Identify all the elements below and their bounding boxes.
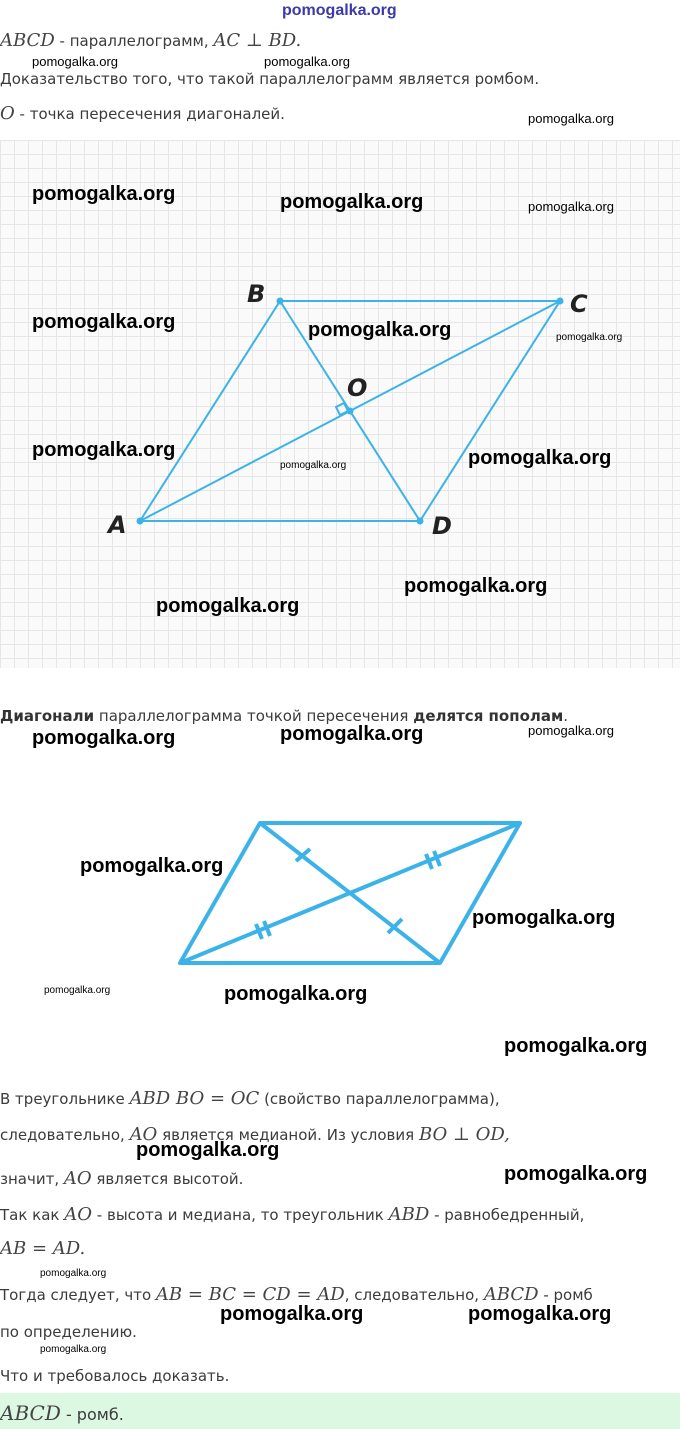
proof-3-text2: является высотой. — [91, 1170, 244, 1188]
math-all-sides-equal: AB = BC = CD = AD — [155, 1284, 345, 1305]
watermark: pomogalka.org — [528, 199, 614, 214]
parallelogram-figure — [0, 140, 680, 668]
watermark: pomogalka.org — [264, 54, 350, 69]
proof-2-text2: является медианой. Из условия — [157, 1126, 419, 1144]
math-o: O — [0, 103, 15, 124]
watermark: pomogalka.org — [280, 191, 424, 213]
header-watermark: pomogalka.org — [282, 2, 397, 19]
proof-1-text: В треугольнике — [0, 1090, 130, 1108]
math-abd: ABD — [388, 1204, 430, 1225]
label-b: B — [247, 280, 266, 308]
watermark: pomogalka.org — [32, 727, 176, 749]
diagonal-2-bd — [260, 823, 440, 963]
watermark: pomogalka.org — [280, 460, 347, 471]
watermark: pomogalka.org — [468, 1303, 612, 1325]
point-b — [277, 298, 284, 305]
bisect-figure — [0, 800, 680, 980]
watermark: pomogalka.org — [556, 332, 623, 343]
watermark: pomogalka.org — [504, 1163, 648, 1185]
math-abcd: ABCD — [0, 30, 55, 51]
watermark: pomogalka.org — [32, 183, 176, 205]
watermark: pomogalka.org — [528, 723, 614, 738]
proof-line-8: Что и требовалось доказать. — [0, 1367, 230, 1385]
tick-double-upper-2 — [434, 851, 440, 866]
watermark: pomogalka.org — [40, 1268, 107, 1279]
proof-line-4 — [0, 1204, 584, 1225]
watermark: pomogalka.org — [136, 1139, 280, 1161]
math-abcd-2: ABCD — [483, 1284, 539, 1305]
tick-double-lower-2 — [264, 921, 270, 936]
watermark: pomogalka.org — [280, 723, 424, 745]
math-ao: AO — [129, 1124, 158, 1145]
math-abcd-answer: ABCD — [0, 1401, 61, 1425]
label-c: C — [570, 290, 588, 318]
watermark: pomogalka.org — [32, 311, 176, 333]
watermark: pomogalka.org — [220, 1303, 364, 1325]
proof-line-5 — [0, 1238, 85, 1259]
watermark: pomogalka.org — [404, 575, 548, 597]
label-o: O — [347, 374, 368, 402]
proof-4-text: Так как — [0, 1206, 65, 1224]
math-ao-2: AO — [63, 1168, 92, 1189]
proof-goal-line: Доказательство того, что такой параллелограмм является ромбом. — [0, 70, 540, 88]
watermark: pomogalka.org — [224, 983, 368, 1005]
point-a — [137, 518, 144, 525]
proof-3-text: значит, — [0, 1170, 64, 1188]
watermark: pomogalka.org — [80, 855, 224, 877]
watermark: pomogalka.org — [528, 111, 614, 126]
proof-1-text2: (свойство параллелограмма), — [259, 1090, 500, 1108]
proof-4-text2: - высота и медиана, то треугольник — [92, 1206, 389, 1224]
bisect-bold: делятся пополам — [413, 707, 564, 725]
statement-text: - параллелограмм, — [54, 32, 214, 50]
math-bo-perp-od: BO ⊥ OD, — [418, 1124, 510, 1145]
watermark: pomogalka.org — [156, 595, 300, 617]
proof-2-text: следовательно, — [0, 1126, 130, 1144]
watermark: pomogalka.org — [468, 447, 612, 469]
statement-line — [0, 30, 301, 51]
answer-text: - ромб. — [60, 1405, 124, 1424]
label-a: A — [108, 511, 127, 539]
tick-double-upper-1 — [426, 854, 432, 869]
math-abd-bo-oc: ABD BO = OC — [129, 1088, 260, 1109]
point-c — [557, 298, 564, 305]
diagonals-text: параллелограмма точкой пересечения — [94, 707, 414, 725]
watermark: pomogalka.org — [32, 439, 176, 461]
point-d — [417, 518, 424, 525]
answer-line — [0, 1401, 124, 1425]
watermark: pomogalka.org — [504, 1035, 648, 1057]
diagonals-bold: Диагонали — [0, 707, 95, 725]
label-d: D — [432, 512, 452, 540]
point-o-text: - точка пересечения диагоналей. — [14, 105, 285, 123]
watermark: pomogalka.org — [308, 319, 452, 341]
proof-line-1 — [0, 1088, 500, 1109]
proof-6-text2: , следовательно, — [344, 1286, 484, 1304]
proof-6-text3: - ромб — [538, 1286, 593, 1304]
watermark: pomogalka.org — [472, 907, 616, 929]
proof-line-6 — [0, 1284, 593, 1305]
diagonals-end: . — [563, 707, 569, 725]
proof-line-7: по определению. — [0, 1323, 137, 1341]
watermark: pomogalka.org — [32, 54, 118, 69]
watermark: pomogalka.org — [40, 1344, 107, 1355]
math-ac-perp-bd: AC ⊥ BD. — [213, 30, 302, 51]
tick-double-lower-1 — [256, 924, 262, 939]
math-ab-eq-ad: AB = AD. — [0, 1238, 86, 1259]
point-o — [347, 408, 354, 415]
proof-line-3 — [0, 1168, 243, 1189]
math-ao-3: AO — [64, 1204, 93, 1225]
point-o-line — [0, 103, 285, 124]
proof-4-text3: - равнобедренный, — [429, 1206, 585, 1224]
proof-6-text: Тогда следует, что — [0, 1286, 156, 1304]
watermark: pomogalka.org — [44, 985, 111, 996]
